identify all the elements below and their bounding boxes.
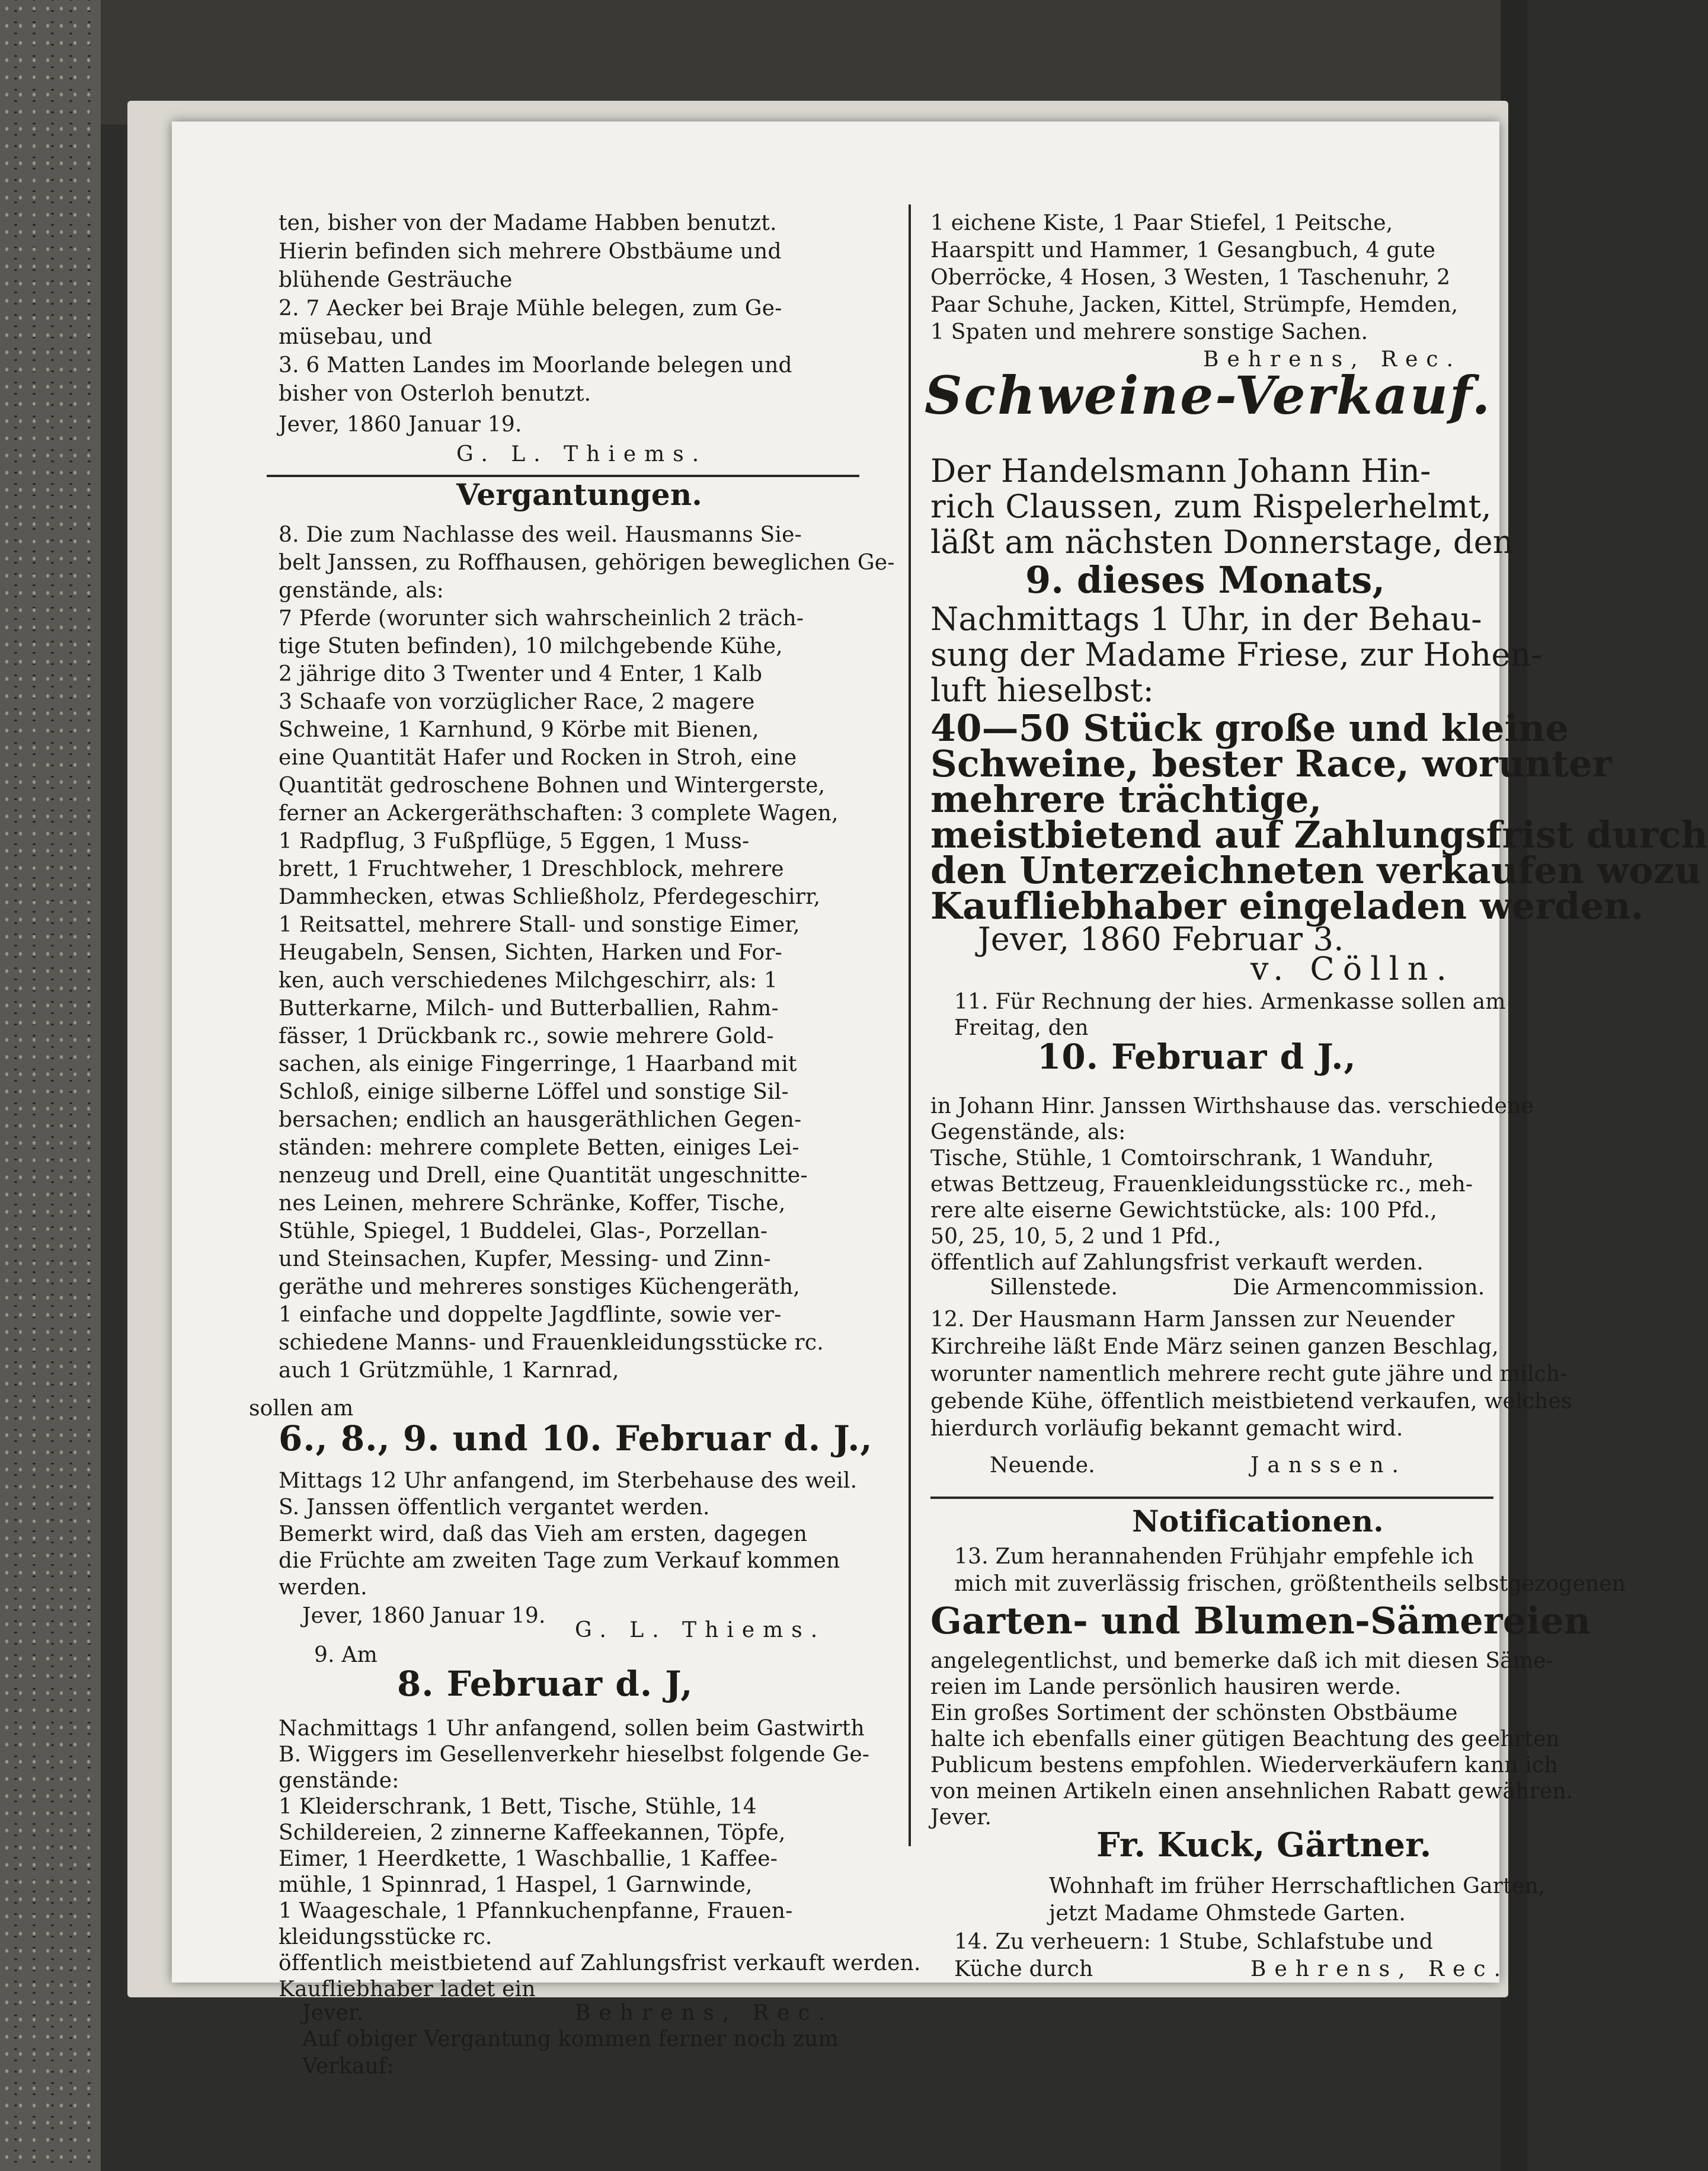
text-line: geräthe und mehreres sonstiges Küchengeräth, bbox=[279, 1275, 800, 1299]
ad-date: 9. dieses Monats, bbox=[1025, 558, 1386, 602]
sollen-am: sollen am bbox=[249, 1396, 354, 1421]
newspaper-page bbox=[172, 122, 1708, 2079]
signature: Behrens, Rec. bbox=[575, 2001, 834, 2025]
text-line: Schloß, einige silberne Löffel und sonstige Sil- bbox=[279, 1080, 789, 1104]
text-line: 1 Waageschale, 1 Pfannkuchenpfanne, Frauen- bbox=[279, 1899, 793, 1923]
text-line: halte ich ebenfalls einer gütigen Beachtung des geehrten bbox=[930, 1727, 1560, 1751]
text-line: genstände, als: bbox=[279, 578, 444, 603]
text-line: belt Janssen, zu Roffhausen, gehörigen beweglichen Ge- bbox=[279, 551, 895, 575]
text-line: Kaufliebhaber eingeladen werden. bbox=[930, 884, 1644, 928]
text-line: Publicum bestens empfohlen. Wiederverkäufern kann ich bbox=[930, 1753, 1558, 1777]
text-line: Schildereien, 2 zinnerne Kaffeekannen, Töpfe, bbox=[279, 1821, 786, 1845]
text-line: 1 Radpflug, 3 Fußpflüge, 5 Eggen, 1 Muss- bbox=[279, 829, 750, 853]
text-line: bisher von Osterloh benutzt. bbox=[279, 382, 591, 406]
date-line: Jever, 1860 Januar 19. bbox=[279, 413, 522, 437]
text-line: hierdurch vorläufig bekannt gemacht wird. bbox=[930, 1417, 1403, 1441]
text-line: ferner an Ackergeräthschaften: 3 complete Wagen, bbox=[279, 801, 839, 826]
item-11-date: 10. Februar d J., bbox=[1037, 1037, 1357, 1077]
signature: Behrens, Rec. bbox=[1250, 1957, 1509, 1981]
section-heading: Vergantungen. bbox=[456, 477, 703, 512]
text-line: den Unterzeichneten verkaufen wozu bbox=[930, 849, 1701, 892]
text-line: 1 eichene Kiste, 1 Paar Stiefel, 1 Peitsche, bbox=[930, 211, 1393, 235]
text-line: Ein großes Sortiment der schönsten Obstbäume bbox=[930, 1701, 1458, 1725]
text-line: etwas Bettzeug, Frauenkleidungsstücke rc., meh- bbox=[930, 1172, 1473, 1197]
signature: G. L. Thiems. bbox=[575, 1618, 826, 1642]
item-9-date: 8. Februar d. J, bbox=[397, 1664, 693, 1704]
column-divider bbox=[909, 204, 911, 1846]
text-line: nes Leinen, mehrere Schränke, Koffer, Tische, bbox=[279, 1191, 786, 1216]
rule bbox=[930, 1497, 1493, 1499]
text-line: müsebau, und bbox=[279, 325, 433, 349]
text-line: Tische, Stühle, 1 Comtoirschrank, 1 Wanduhr, bbox=[930, 1146, 1434, 1171]
text-line: öffentlich meistbietend auf Zahlungsfrist verkauft werden. bbox=[279, 1951, 921, 1975]
text-line: brett, 1 Fruchtweher, 1 Dreschblock, mehrere bbox=[279, 857, 784, 881]
text-line: läßt am nächsten Donnerstage, den bbox=[930, 523, 1514, 561]
text-line: 2. 7 Aecker bei Braje Mühle belegen, zum Ge- bbox=[279, 296, 782, 321]
text-line: Paar Schuhe, Jacken, Kittel, Strümpfe, Hemden, bbox=[930, 293, 1458, 317]
text-line: 12. Der Hausmann Harm Janssen zur Neuender bbox=[930, 1307, 1455, 1332]
text-line: rere alte eiserne Gewichtstücke, als: 100 Pfd., bbox=[930, 1198, 1437, 1223]
ad-signature: v. Cölln. bbox=[1250, 950, 1455, 987]
text-line: Freitag, den bbox=[954, 1016, 1089, 1040]
text-line: Hierin befinden sich mehrere Obstbäume und bbox=[279, 239, 782, 264]
text-line: in Johann Hinr. Janssen Wirthshause das. verschiedene bbox=[930, 1094, 1534, 1118]
text-line: Bemerkt wird, daß das Vieh am ersten, dagegen bbox=[279, 1522, 808, 1546]
text-line: Quantität gedroschene Bohnen und Wintergerste, bbox=[279, 773, 826, 798]
text-line: angelegentlichst, und bemerke daß ich mit diesen Säme- bbox=[930, 1649, 1554, 1673]
text-line: 13. Zum herannahenden Frühjahr empfehle ich bbox=[954, 1545, 1474, 1569]
text-line: ken, auch verschiedenes Milchgeschirr, als: 1 bbox=[279, 968, 778, 993]
text-line: tige Stuten befinden), 10 milchgebende Kühe, bbox=[279, 634, 783, 658]
ad-banner: Schweine-Verkauf. bbox=[925, 365, 1492, 426]
book-cover-edge bbox=[0, 0, 101, 2171]
text-line: ständen: mehrere complete Betten, einiges Lei- bbox=[279, 1136, 799, 1160]
item-9-am: 9. Am bbox=[314, 1643, 378, 1667]
text-line: Dammhecken, etwas Schließholz, Pferdegeschirr, bbox=[279, 885, 821, 909]
text-line: 14. Zu verheuern: 1 Stube, Schlafstube und bbox=[954, 1930, 1434, 1954]
text-line: fässer, 1 Drückbank rc., sowie mehrere Gold- bbox=[279, 1024, 774, 1048]
text-line: B. Wiggers im Gesellenverkehr hieselbst folgende Ge- bbox=[279, 1742, 870, 1767]
text-line: Auf obiger Vergantung kommen ferner noch zum bbox=[302, 2027, 839, 2051]
text-line: die Früchte am zweiten Tage zum Verkauf kommen bbox=[279, 1549, 840, 1573]
text-line: S. Janssen öffentlich vergantet werden. bbox=[279, 1495, 710, 1520]
text-line: Gegenstände, als: bbox=[930, 1120, 1126, 1144]
text-line: Verkauf: bbox=[302, 2054, 394, 2079]
text-line: Haarspitt und Hammer, 1 Gesangbuch, 4 gute bbox=[930, 238, 1436, 263]
text-line: 3. 6 Matten Landes im Moorlande belegen und bbox=[279, 353, 792, 378]
text-line: Nachmittags 1 Uhr, in der Behau- bbox=[930, 600, 1482, 638]
text-line: rich Claussen, zum Rispelerhelmt, bbox=[930, 488, 1492, 525]
text-line: Jever. bbox=[930, 1805, 992, 1830]
text-line: werden. bbox=[279, 1575, 367, 1600]
text-line: auch 1 Grützmühle, 1 Karnrad, bbox=[279, 1358, 619, 1383]
text-line: sung der Madame Friese, zur Hohen- bbox=[930, 636, 1542, 673]
date-line: Jever, 1860 Januar 19. bbox=[302, 1604, 546, 1628]
text-line: worunter namentlich mehrere recht gute jähre und milch- bbox=[930, 1362, 1568, 1386]
text-line: 1 Reitsattel, mehrere Stall- und sonstige Eimer, bbox=[279, 913, 800, 937]
text-line: gebende Kühe, öffentlich meistbietend verkaufen, welches bbox=[930, 1389, 1572, 1414]
text-line: 1 Kleiderschrank, 1 Bett, Tische, Stühle, 14 bbox=[279, 1795, 757, 1819]
text-line: Der Handelsmann Johann Hin- bbox=[930, 452, 1431, 490]
text-line: 7 Pferde (worunter sich wahrscheinlich 2 träch- bbox=[279, 606, 804, 631]
text-line: genstände: bbox=[279, 1769, 399, 1793]
text-line: kleidungsstücke rc. bbox=[279, 1925, 492, 1949]
signature: Fr. Kuck, Gärtner. bbox=[1096, 1825, 1432, 1865]
text-line: Kirchreihe läßt Ende März seinen ganzen Beschlag, bbox=[930, 1335, 1499, 1359]
text-line: Kaufliebhaber ladet ein bbox=[279, 1977, 536, 2001]
auction-dates: 6., 8., 9. und 10. Februar d. J., bbox=[279, 1418, 873, 1459]
text-line: und Steinsachen, Kupfer, Messing- und Zinn- bbox=[279, 1247, 771, 1271]
text-line: 1 Spaten und mehrere sonstige Sachen. bbox=[930, 320, 1368, 344]
ad-date-line: Jever, 1860 Februar 3. bbox=[978, 920, 1344, 958]
text-line: ten, bisher von der Madame Habben benutzt. bbox=[279, 211, 777, 235]
text-line: Schweine, bester Race, worunter bbox=[930, 742, 1612, 785]
text-line: Nachmittags 1 Uhr anfangend, sollen beim Gastwirth bbox=[279, 1716, 865, 1741]
text-line: Butterkarne, Milch- und Butterballien, Rahm- bbox=[279, 996, 779, 1021]
signature: Die Armencommission. bbox=[1233, 1275, 1485, 1300]
text-line: 11. Für Rechnung der hies. Armenkasse sollen am bbox=[954, 990, 1506, 1014]
signature: G. L. Thiems. bbox=[456, 442, 708, 466]
text-line: jetzt Madame Ohmstede Garten. bbox=[1049, 1901, 1406, 1926]
text-line: öffentlich auf Zahlungsfrist verkauft werden. bbox=[930, 1251, 1424, 1275]
text-line: Küche durch bbox=[954, 1957, 1093, 1981]
text-line: mühle, 1 Spinnrad, 1 Haspel, 1 Garnwinde, bbox=[279, 1873, 753, 1897]
text-line: Eimer, 1 Heerdkette, 1 Waschballie, 1 Kaffee- bbox=[279, 1847, 778, 1871]
place: Neuende. bbox=[990, 1453, 1095, 1478]
text-line: mehrere trächtige, bbox=[930, 778, 1322, 821]
signature: Behrens, Rec. bbox=[1203, 347, 1462, 372]
place: Sillenstede. bbox=[990, 1275, 1118, 1300]
place: Jever. bbox=[302, 2001, 364, 2025]
text-line: blühende Gesträuche bbox=[279, 268, 513, 292]
section-heading: Notificationen. bbox=[1132, 1504, 1384, 1539]
text-line: meistbietend auf Zahlungsfrist durch bbox=[930, 813, 1708, 856]
text-line: 40—50 Stück große und kleine bbox=[930, 706, 1569, 750]
text-line: 50, 25, 10, 5, 2 und 1 Pfd., bbox=[930, 1224, 1221, 1249]
text-line: Heugabeln, Sensen, Sichten, Harken und For- bbox=[279, 941, 783, 965]
text-line: Oberröcke, 4 Hosen, 3 Westen, 1 Taschenuhr, 2 bbox=[930, 266, 1451, 290]
text-line: eine Quantität Hafer und Rocken in Stroh, eine bbox=[279, 746, 797, 770]
text-line: 2 jährige dito 3 Twenter und 4 Enter, 1 Kalb bbox=[279, 662, 763, 686]
text-line: Mittags 12 Uhr anfangend, im Sterbehause des weil. bbox=[279, 1469, 858, 1493]
text-line: reien im Lande persönlich hausiren werde. bbox=[930, 1675, 1402, 1699]
text-line: bersachen; endlich an hausgeräthlichen Gegen- bbox=[279, 1108, 802, 1132]
text-line: schiedene Manns- und Frauenkleidungsstücke rc. bbox=[279, 1331, 824, 1355]
text-line: Stühle, Spiegel, 1 Buddelei, Glas-, Porzellan- bbox=[279, 1219, 768, 1243]
text-line: nenzeug und Drell, eine Quantität ungeschnitte- bbox=[279, 1163, 808, 1188]
text-line: von meinen Artikeln einen ansehnlichen Rabatt gewähren. bbox=[930, 1779, 1573, 1804]
text-line: Wohnhaft im früher Herrschaftlichen Garten, bbox=[1049, 1874, 1546, 1898]
text-line: sachen, als einige Fingerringe, 1 Haarband mit bbox=[279, 1052, 797, 1076]
text-line: 1 einfache und doppelte Jagdflinte, sowie ver- bbox=[279, 1303, 782, 1327]
text-line: mich mit zuverlässig frischen, größtentheils selbstgezogenen bbox=[954, 1572, 1626, 1596]
signature: Janssen. bbox=[1250, 1453, 1407, 1478]
text-line: Schweine, 1 Karnhund, 9 Körbe mit Bienen, bbox=[279, 718, 759, 742]
text-line: luft hieselbst: bbox=[930, 672, 1154, 709]
text-line: 8. Die zum Nachlasse des weil. Hausmanns Sie- bbox=[279, 523, 802, 547]
item-13-bold: Garten- und Blumen-Sämereien bbox=[930, 1599, 1591, 1642]
text-line: 3 Schaafe von vorzüglicher Race, 2 magere bbox=[279, 690, 755, 714]
